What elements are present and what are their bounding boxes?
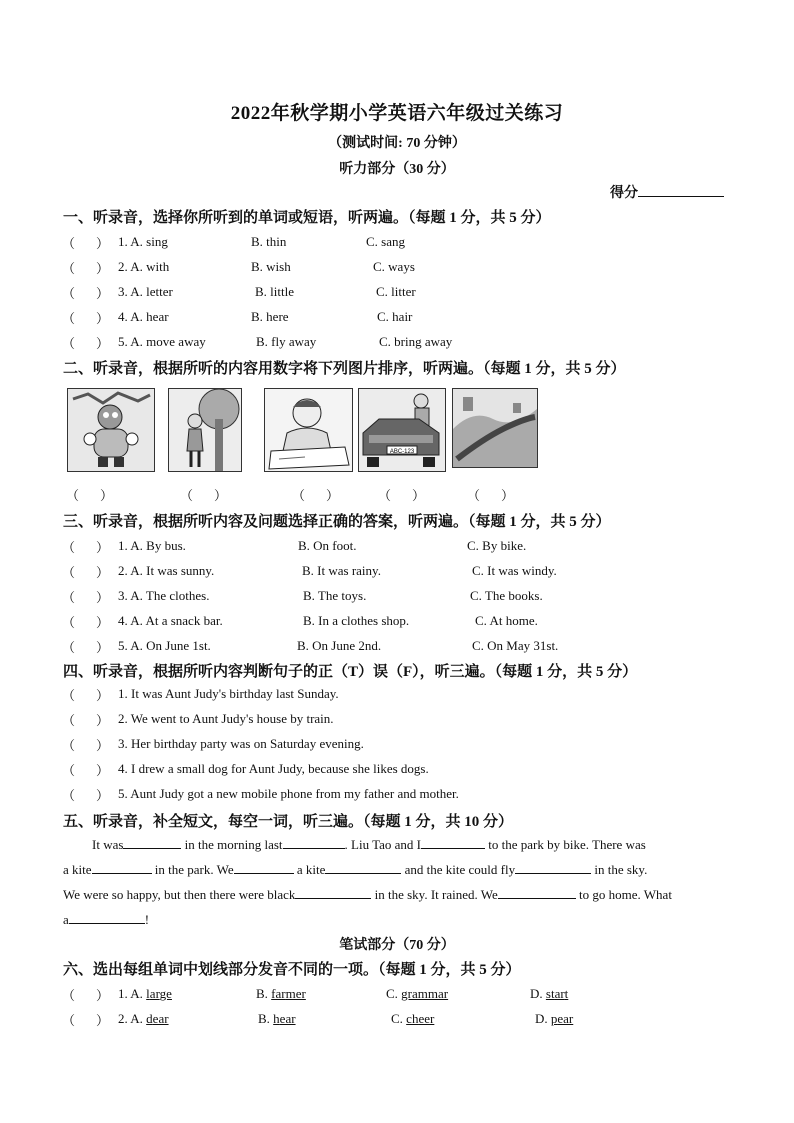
statement-text: 2. We went to Aunt Judy's house by train. (118, 711, 334, 726)
picture-4-answer-open-paren: （ (378, 488, 392, 503)
option-b[interactable]: B. The toys. (303, 588, 367, 603)
picture-1-answer-open-paren: （ (66, 488, 80, 503)
girl-under-tree-picture (168, 388, 242, 472)
listening-heading: 听力部分（30 分） (339, 162, 455, 177)
page-title: 2022年秋学期小学英语六年级过关练习 (230, 103, 564, 124)
cloze-line-3: We were so happy, but then there were black in the sky. It rained. We to go home. What (63, 887, 672, 902)
sec3-item-5-answer-close-paren: ） (96, 640, 110, 655)
sec4-item-1-answer-close-paren: ） (96, 688, 110, 703)
sec1-item-1-answer-close-paren: ） (96, 236, 110, 251)
sec4-item-3-answer-box[interactable] (74, 735, 96, 750)
sec1-item-3-answer-box[interactable] (74, 283, 96, 298)
option-c[interactable]: C. It was windy. (472, 563, 557, 578)
blank-8[interactable] (295, 886, 371, 899)
section-4-heading: 四、听录音，根据所听内容判断句子的正（T）误（F），听三遍。（每题 1 分，共 5 分） (63, 664, 638, 680)
option-c[interactable]: C. bring away (379, 334, 453, 349)
sec3-item-5-answer-open-paren: （ (62, 640, 76, 655)
option-c[interactable]: C. On May 31st. (472, 638, 559, 653)
sec1-item-2-answer-open-paren: （ (62, 261, 76, 276)
section-6-heading: 六、选出每组单词中划线部分发音不同的一项。（每题 1 分，共 5 分） (63, 962, 521, 978)
costume-dance-picture (67, 388, 155, 472)
blank-10[interactable] (69, 911, 145, 924)
underlined-word: grammar (401, 986, 449, 1001)
sec1-item-5-answer-open-paren: （ (62, 336, 76, 351)
option-a[interactable]: 3. A. letter (118, 284, 173, 299)
underlined-word: dear (146, 1011, 169, 1026)
picture-2-answer-open-paren: （ (180, 488, 194, 503)
picture-2-answer-close-paren: ） (214, 488, 228, 503)
sec1-item-5-answer-close-paren: ） (96, 336, 110, 351)
sec3-item-5-answer-box[interactable] (74, 637, 96, 652)
option-a[interactable]: 3. A. The clothes. (118, 588, 210, 603)
score-field[interactable] (610, 182, 724, 202)
option-c[interactable]: C. hair (377, 309, 413, 324)
sec4-item-5-answer-box[interactable] (74, 785, 96, 800)
blank-1[interactable] (123, 836, 181, 849)
option-a[interactable]: 2. A. dear (118, 1011, 169, 1026)
great-wall-picture (452, 388, 538, 468)
license-plate: ABC-123 (389, 449, 415, 455)
picture-5-answer-open-paren: （ (467, 488, 481, 503)
underlined-word: hear (273, 1011, 296, 1026)
underlined-word: start (545, 986, 569, 1001)
sec6-item-2-answer-open-paren: （ (62, 1013, 76, 1028)
sec4-item-4-answer-close-paren: ） (96, 763, 110, 778)
option-b[interactable]: B. here (251, 309, 289, 324)
option-b[interactable]: B. farmer (256, 986, 306, 1001)
option-a[interactable]: 1. A. By bus. (118, 538, 186, 553)
picture-4-answer-close-paren: ） (412, 488, 426, 503)
option-a[interactable]: 2. A. with (118, 259, 170, 274)
blank-9[interactable] (498, 886, 576, 899)
option-c[interactable]: C. grammar (386, 986, 449, 1001)
cloze-line-2: a kite in the park. We a kite and the kite could fly in the sky. (63, 862, 648, 877)
blank-6[interactable] (325, 861, 401, 874)
option-c[interactable]: C. sang (366, 234, 405, 249)
sec4-item-5-answer-close-paren: ） (96, 788, 110, 803)
option-b[interactable]: B. It was rainy. (302, 563, 381, 578)
section-2-heading: 二、听录音，根据所听的内容用数字将下列图片排序，听两遍。（每题 1 分，共 5 分） (63, 361, 626, 377)
sec4-item-4-answer-box[interactable] (74, 760, 96, 775)
man-washing-car-picture (358, 388, 446, 472)
section-5-heading: 五、听录音，补全短文，每空一词，听三遍。（每题 1 分，共 10 分） (63, 814, 514, 830)
option-b[interactable]: B. On June 2nd. (297, 638, 382, 653)
sec3-item-1-answer-box[interactable] (74, 537, 96, 552)
written-heading: 笔试部分（70 分） (339, 938, 455, 953)
cloze-line-1: It was in the morning last . Liu Tao and I to the park by bike. There was (92, 837, 646, 852)
statement-text: 3. Her birthday party was on Saturday evening. (118, 736, 364, 751)
test-time: （测试时间: 70 分钟） (328, 136, 466, 151)
option-a[interactable]: 4. A. hear (118, 309, 169, 324)
picture-3-answer-open-paren: （ (292, 488, 306, 503)
section-3-heading: 三、听录音，根据所听内容及问题选择正确的答案，听两遍。（每题 1 分，共 5 分） (63, 514, 611, 530)
sec3-item-4-answer-open-paren: （ (62, 615, 76, 630)
sec3-item-4-answer-close-paren: ） (96, 615, 110, 630)
sec1-item-1-answer-box[interactable] (74, 233, 96, 248)
sec1-item-4-answer-close-paren: ） (96, 311, 110, 326)
sec1-item-1-answer-open-paren: （ (62, 236, 76, 251)
sec3-item-2-answer-open-paren: （ (62, 565, 76, 580)
sec3-item-1-answer-open-paren: （ (62, 540, 76, 555)
option-a[interactable]: 5. A. move away (118, 334, 206, 349)
picture-5-answer-close-paren: ） (501, 488, 515, 503)
option-a[interactable]: 1. A. sing (118, 234, 168, 249)
option-c[interactable]: C. ways (373, 259, 415, 274)
blank-4[interactable] (92, 861, 152, 874)
sec6-item-1-answer-box[interactable] (74, 985, 96, 1000)
picture-4-answer-box[interactable] (390, 485, 412, 500)
option-b[interactable]: B. On foot. (298, 538, 357, 553)
sec3-item-1-answer-close-paren: ） (96, 540, 110, 555)
sec6-item-1-answer-open-paren: （ (62, 988, 76, 1003)
sec4-item-3-answer-close-paren: ） (96, 738, 110, 753)
sec4-item-2-answer-close-paren: ） (96, 713, 110, 728)
sec4-item-1-answer-open-paren: （ (62, 688, 76, 703)
option-c[interactable]: C. By bike. (467, 538, 527, 553)
option-b[interactable]: B. thin (251, 234, 287, 249)
score-blank[interactable] (638, 184, 724, 197)
sec1-item-2-answer-close-paren: ） (96, 261, 110, 276)
option-c[interactable]: C. The books. (470, 588, 543, 603)
picture-1-answer-box[interactable] (78, 485, 100, 500)
sec3-item-4-answer-box[interactable] (74, 612, 96, 627)
picture-3-answer-box[interactable] (304, 485, 326, 500)
sec1-item-3-answer-close-paren: ） (96, 286, 110, 301)
statement-text: 4. I drew a small dog for Aunt Judy, because she likes dogs. (118, 761, 429, 776)
sec1-item-4-answer-open-paren: （ (62, 311, 76, 326)
option-b[interactable]: B. hear (258, 1011, 296, 1026)
option-b[interactable]: B. wish (251, 259, 291, 274)
statement-text: 1. It was Aunt Judy's birthday last Sunday. (118, 686, 339, 701)
sec4-item-1-answer-box[interactable] (74, 685, 96, 700)
option-a[interactable]: 5. A. On June 1st. (118, 638, 211, 653)
underlined-word: large (146, 986, 172, 1001)
sec4-item-2-answer-open-paren: （ (62, 713, 76, 728)
score-label: 得分 (610, 186, 638, 201)
option-c[interactable]: C. cheer (391, 1011, 435, 1026)
sec1-item-4-answer-box[interactable] (74, 308, 96, 323)
picture-1-answer-close-paren: ） (100, 488, 114, 503)
sec3-item-3-answer-open-paren: （ (62, 590, 76, 605)
option-b[interactable]: B. In a clothes shop. (303, 613, 410, 628)
sec6-item-2-answer-close-paren: ） (96, 1013, 110, 1028)
sec6-item-2-answer-box[interactable] (74, 1010, 96, 1025)
sec1-item-5-answer-box[interactable] (74, 333, 96, 348)
option-c[interactable]: C. litter (376, 284, 416, 299)
sec3-item-3-answer-close-paren: ） (96, 590, 110, 605)
sec4-item-5-answer-open-paren: （ (62, 788, 76, 803)
option-a[interactable]: 2. A. It was sunny. (118, 563, 215, 578)
underlined-word: pear (550, 1011, 574, 1026)
blank-2[interactable] (283, 836, 345, 849)
sec3-item-2-answer-close-paren: ） (96, 565, 110, 580)
blank-5[interactable] (234, 861, 294, 874)
option-a[interactable]: 1. A. large (118, 986, 172, 1001)
statement-text: 5. Aunt Judy got a new mobile phone from my father and mother. (118, 786, 459, 801)
sec4-item-4-answer-open-paren: （ (62, 763, 76, 778)
option-b[interactable]: B. fly away (256, 334, 317, 349)
underlined-word: cheer (406, 1011, 435, 1026)
sec4-item-3-answer-open-paren: （ (62, 738, 76, 753)
sec1-item-3-answer-open-paren: （ (62, 286, 76, 301)
picture-3-answer-close-paren: ） (326, 488, 340, 503)
underlined-word: farmer (271, 986, 306, 1001)
option-d[interactable]: D. pear (535, 1011, 574, 1026)
picture-5-answer-box[interactable] (479, 485, 501, 500)
cloze-line-4: a ! (63, 912, 150, 927)
sec3-item-3-answer-box[interactable] (74, 587, 96, 602)
blank-3[interactable] (421, 836, 485, 849)
section-1-heading: 一、听录音，选择你所听到的单词或短语，听两遍。（每题 1 分，共 5 分） (63, 210, 551, 226)
option-a[interactable]: 4. A. At a snack bar. (118, 613, 223, 628)
picture-2-answer-box[interactable] (192, 485, 214, 500)
sec4-item-2-answer-box[interactable] (74, 710, 96, 725)
option-b[interactable]: B. little (255, 284, 294, 299)
option-d[interactable]: D. start (530, 986, 569, 1001)
sec3-item-2-answer-box[interactable] (74, 562, 96, 577)
sec1-item-2-answer-box[interactable] (74, 258, 96, 273)
boy-drawing-picture (264, 388, 353, 472)
option-c[interactable]: C. At home. (475, 613, 538, 628)
sec6-item-1-answer-close-paren: ） (96, 988, 110, 1003)
blank-7[interactable] (515, 861, 591, 874)
